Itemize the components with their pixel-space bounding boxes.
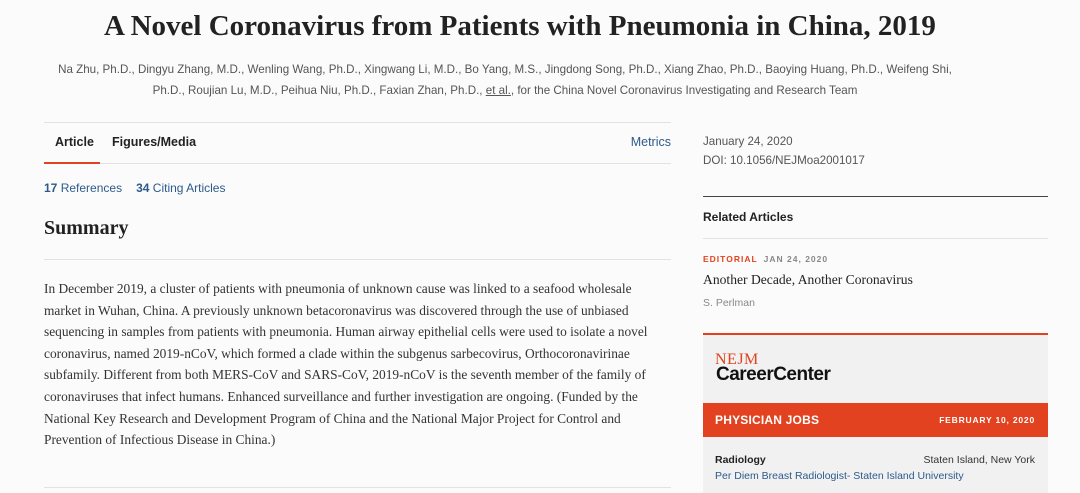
job-listing-link[interactable]: Per Diem Breast Radiologist- Staten Island University: [715, 470, 964, 482]
summary-heading: Summary: [44, 217, 129, 239]
article-type-label: EDITORIAL: [703, 254, 758, 264]
job-location: Staten Island, New York: [923, 454, 1035, 466]
career-center-ad[interactable]: [703, 333, 1048, 493]
nejm-logo-mark: NEJM: [715, 351, 759, 368]
article-tabs: [44, 122, 671, 164]
physician-jobs-label: PHYSICIAN JOBS: [715, 413, 820, 427]
et-al-link[interactable]: et al.: [485, 84, 511, 97]
related-article-date: JAN 24, 2020: [763, 254, 829, 264]
related-article-title[interactable]: Another Decade, Another Coronavirus: [703, 272, 913, 287]
authors-line-2: [40, 80, 970, 101]
tab-figures-media[interactable]: Figures/Media: [112, 135, 197, 149]
summary-divider: [44, 259, 671, 260]
authors-line-2-start: Ph.D., Roujian Lu, M.D., Peihua Niu, Ph.D., Faxian Zhan, Ph.D.,: [152, 84, 486, 97]
citing-label: Citing Articles: [152, 181, 226, 195]
related-article-kicker: [703, 254, 828, 264]
references-count: 17: [44, 181, 58, 195]
author-list: [40, 59, 970, 101]
authors-line-2-end: , for the China Novel Coronavirus Investigating and Research Team: [510, 84, 858, 97]
related-article-author: S. Perlman: [703, 297, 755, 309]
publication-date: January 24, 2020: [703, 135, 793, 148]
career-center-logo-text: CareerCenter: [716, 364, 831, 385]
related-divider: [703, 238, 1048, 239]
bottom-divider: [44, 487, 671, 488]
tab-metrics[interactable]: Metrics: [630, 135, 671, 149]
physician-jobs-bar: [703, 403, 1048, 437]
summary-text: In December 2019, a cluster of patients with pneumonia of unknown cause was linked to a seafood wholesale market in Wuhan, China. A previously unknown betacoronavirus was discovered through the use of unbiased sequencing in samples from patients with pneumonia. Human airway epithelial cells were used to isolate a novel coronavirus, named 2019-nCoV, which formed a clade within the subgenus sarbecovirus, Orthocoronavirinae subfamily. Different from both MERS-CoV and SARS-CoV, 2019-nCoV is the seventh member of the family of coronaviruses that infect humans. Enhanced surveillance and further investigation are ongoing. (Funded by the National Key Research and Development Program of China and the National Major Project for Control and Prevention of Infectious Disease in China.): [44, 281, 648, 448]
job-category: Radiology: [715, 454, 766, 466]
tab-article[interactable]: Article: [55, 135, 94, 149]
doi: DOI: 10.1056/NEJMoa2001017: [703, 154, 865, 167]
citing-articles-link[interactable]: [136, 181, 225, 195]
reference-links: [44, 181, 225, 195]
article-title: A Novel Coronavirus from Patients with Pneumonia in China, 2019: [104, 10, 936, 42]
meta-divider: [703, 196, 1048, 197]
authors-line-1: Na Zhu, Ph.D., Dingyu Zhang, M.D., Wenling Wang, Ph.D., Xingwang Li, M.D., Bo Yang, M.S., Jingdong Song, Ph.D., Xiang Zhao, Ph.D., Baoying Huang, Ph.D., Weifeng Shi,: [58, 63, 952, 76]
related-articles-heading: Related Articles: [703, 210, 794, 224]
references-link[interactable]: [44, 181, 122, 195]
citing-count: 34: [136, 181, 150, 195]
active-tab-indicator: [44, 162, 100, 164]
jobs-date: FEBRUARY 10, 2020: [939, 415, 1035, 425]
references-label: References: [60, 181, 123, 195]
